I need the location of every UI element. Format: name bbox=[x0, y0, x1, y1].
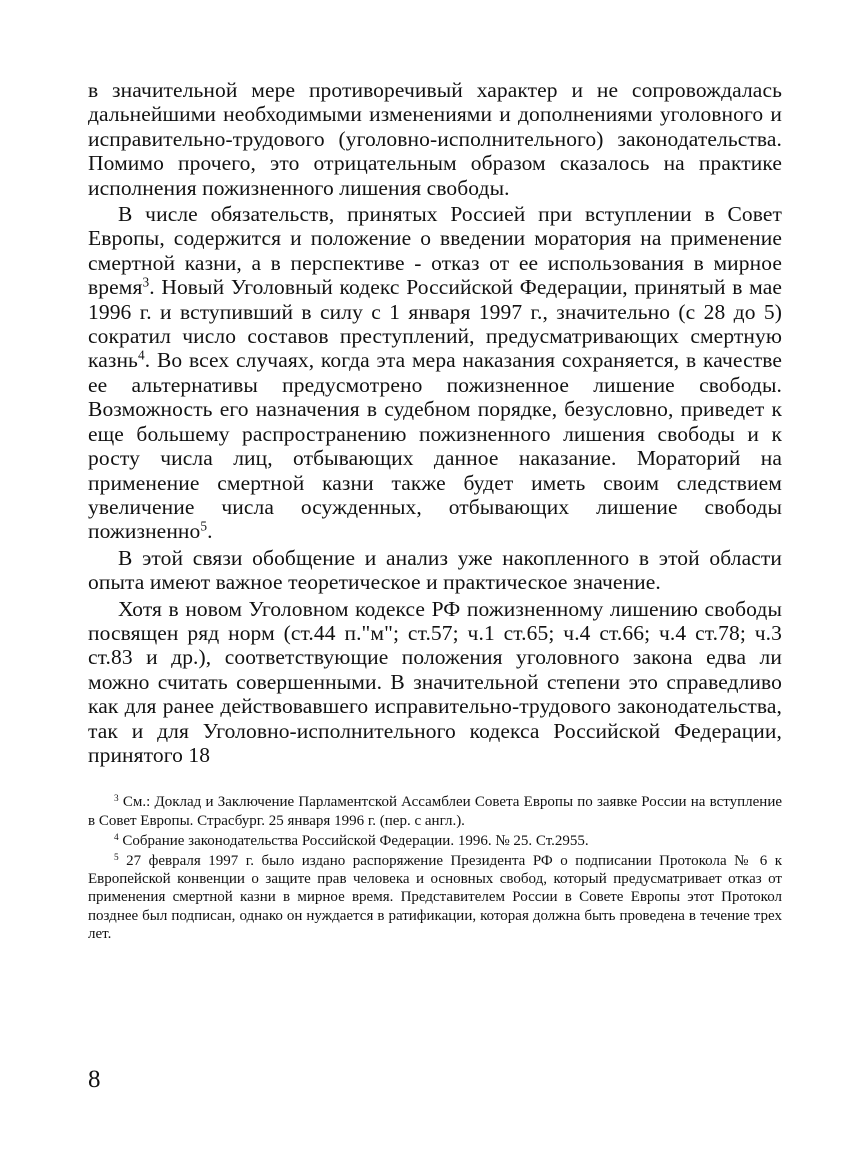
footnote-ref-4[interactable]: 4 bbox=[137, 348, 145, 364]
footnote-4 bbox=[88, 832, 782, 850]
paragraph-text: В числе обязательств, принятых Россией при вступлении в Совет Европы, содержится и положение о введении моратория на применение смертной казни, а в перспективе - отказ от ее использования в мирное время bbox=[88, 202, 782, 300]
paragraph-text: . bbox=[207, 519, 213, 544]
paragraph-continued bbox=[88, 78, 782, 200]
page-content bbox=[88, 78, 782, 943]
footnotes bbox=[88, 793, 782, 943]
footnote-marker: 3 bbox=[114, 794, 119, 805]
paragraph-obligations bbox=[88, 202, 782, 544]
main-text bbox=[88, 78, 782, 767]
paragraph-text: в значительной мере противоречивый характер и не сопровождалась дальнейшими необходимыми изменениями и дополнениями уголовного и исправительно-трудового (уголовно-исполнительного) законодательства. Помимо прочего, это отрицательным образом сказалось на практике исполнения пожизненного лишения свободы. bbox=[88, 78, 782, 200]
footnote-text: Собрание законодательства Российской Федерации. 1996. № 25. Ст.2955. bbox=[118, 832, 589, 849]
paragraph-criminal-code bbox=[88, 597, 782, 768]
footnote-ref-3[interactable]: 3 bbox=[142, 274, 150, 290]
footnote-marker: 4 bbox=[114, 832, 119, 843]
footnote-3 bbox=[88, 793, 782, 829]
paragraph-text: Хотя в новом Уголовном кодексе РФ пожизненному лишению свободы посвящен ряд норм (ст.44 п."м"; ст.57; ч.1 ст.65; ч.4 ст.66; ч.4 ст.78; ч.3 ст.83 и др.), соответствующие положения уголовного закона едва ли можно считать совершенными. В значительной степени это справедливо как для ранее действовавшего исправительно-трудового законодательства, так и для Уголовно-исполнительного кодекса Российской Федерации, принятого 18 bbox=[88, 596, 782, 767]
footnote-text: 27 февраля 1997 г. было издано распоряжение Президента РФ о подписании Протокола № 6 к Европейской конвенции о защите прав человека и основных свобод, который предусматривает отказ от применения смертной казни в мирное время. Представителем России в Совете Европы этот Протокол позднее был подписан, однако он нуждается в ратификации, которая должна быть проведена в течение трех лет. bbox=[88, 852, 782, 942]
footnote-5 bbox=[88, 852, 782, 943]
paragraph-analysis bbox=[88, 546, 782, 595]
footnote-ref-5[interactable]: 5 bbox=[200, 518, 208, 534]
paragraph-text: . Новый Уголовный кодекс Российской Федерации, принятый в мае 1996 г. и вступивший в силу с 1 января 1997 г., значительно (с 28 до 5) сократил число составов преступлений, предусматривающих смертную казнь bbox=[88, 275, 782, 373]
page-number: 8 bbox=[88, 1066, 101, 1093]
footnote-text: См.: Доклад и Заключение Парламентской Ассамблеи Совета Европы по заявке России на вступление в Совет Европы. Страсбург. 25 января 1996 г. (пер. с англ.). bbox=[88, 794, 782, 829]
paragraph-text: . Во всех случаях, когда эта мера наказания сохраняется, в качестве ее альтернативы предусмотрено пожизненное лишение свободы. Возможность его назначения в судебном порядке, безусловно, приведет к еще большему распространению пожизненного лишения свободы и к росту числа лиц, отбывающих данное наказание. Мораторий на применение смертной казни также будет иметь своим следствием увеличение числа осужденных, отбывающих лишение свободы пожизненно bbox=[88, 348, 782, 544]
footnote-marker: 5 bbox=[114, 852, 119, 863]
paragraph-text: В этой связи обобщение и анализ уже накопленного в этой области опыта имеют важное теоретическое и практическое значение. bbox=[88, 545, 782, 595]
